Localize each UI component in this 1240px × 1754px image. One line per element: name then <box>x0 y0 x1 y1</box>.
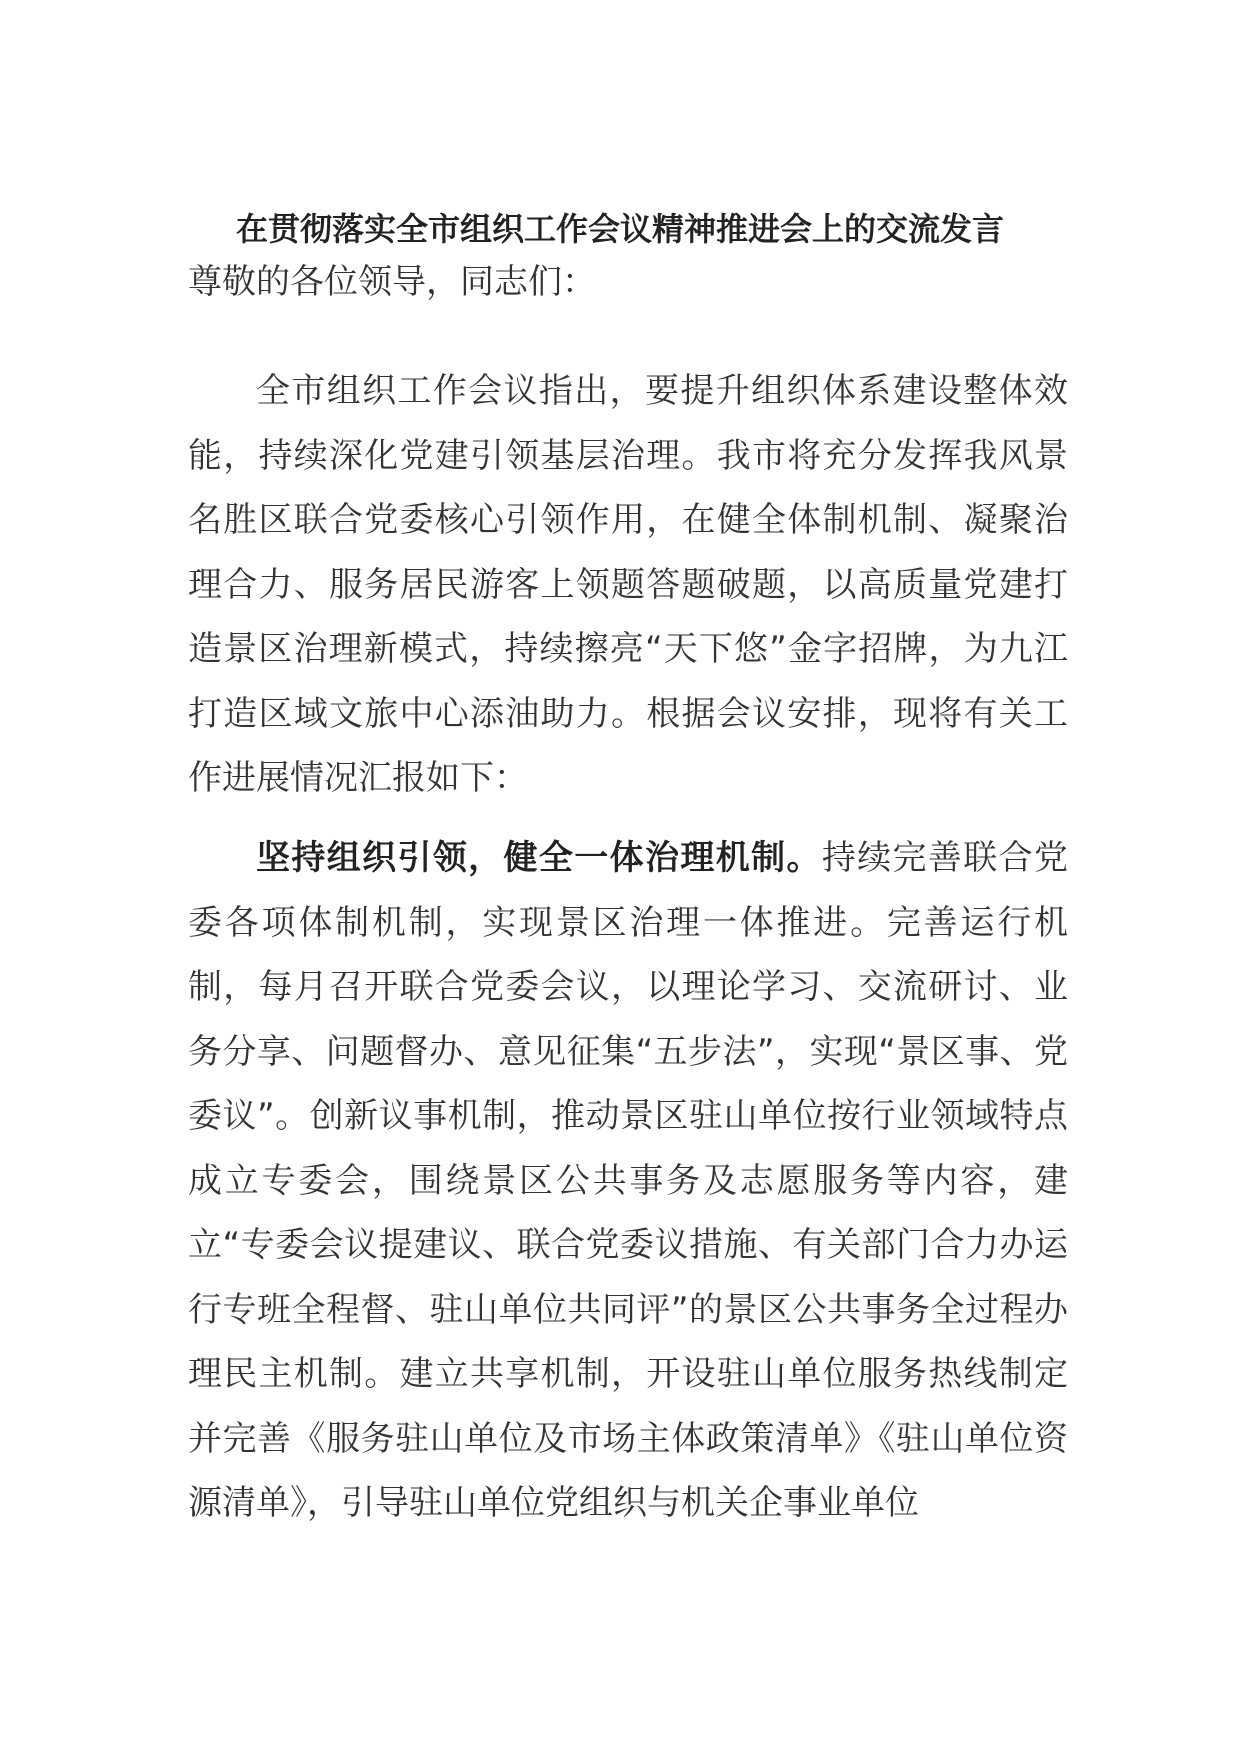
paragraph-intro: 全市组织工作会议指出，要提升组织体系建设整体效能，持续深化党建引领基层治理。我市将充分发挥我风景名胜区联合党委核心引领作用，在健全体制机制、凝聚治理合力、服务居民游客上领题答题破题，以高质量党建打造景区治理新模式，持续擦亮“天下悠”金字招牌，为九江打造区域文旅中心添油助力。根据会议安排，现将有关工作进展情况汇报如下： <box>188 371 1068 798</box>
paragraph-body-text: 持续完善联合党委各项体制机制，实现景区治理一体推进。完善运行机制，每月召开联合党委会议，以理论学习、交流研讨、业务分享、问题督办、意见征集“五步法”，实现“景区事、党委议”。创新议事机制，推动景区驻山单位按行业领域特点成立专委会，围绕景区公共事务及志愿服务等内容，建立“专委会议提建议、联合党委议措施、有关部门合力办运行专班全程督、驻山单位共同评”的景区公共事务全过程办理民主机制。建立共享机制，开设驻山单位服务热线制定并完善《服务驻山单位及市场主体政策清单》《驻山单位资源清单》，引导驻山单位党组织与机关企事业单位 <box>188 838 1069 1523</box>
paragraph-lead-heading: 坚持组织引领，健全一体治理机制。 <box>256 838 822 878</box>
salutation: 尊敬的各位领导，同志们： <box>188 262 596 302</box>
document-title: 在贯彻落实全市组织工作会议精神推进会上的交流发言 <box>235 210 1004 248</box>
paragraph-organization-leadership <box>188 826 1068 1536</box>
